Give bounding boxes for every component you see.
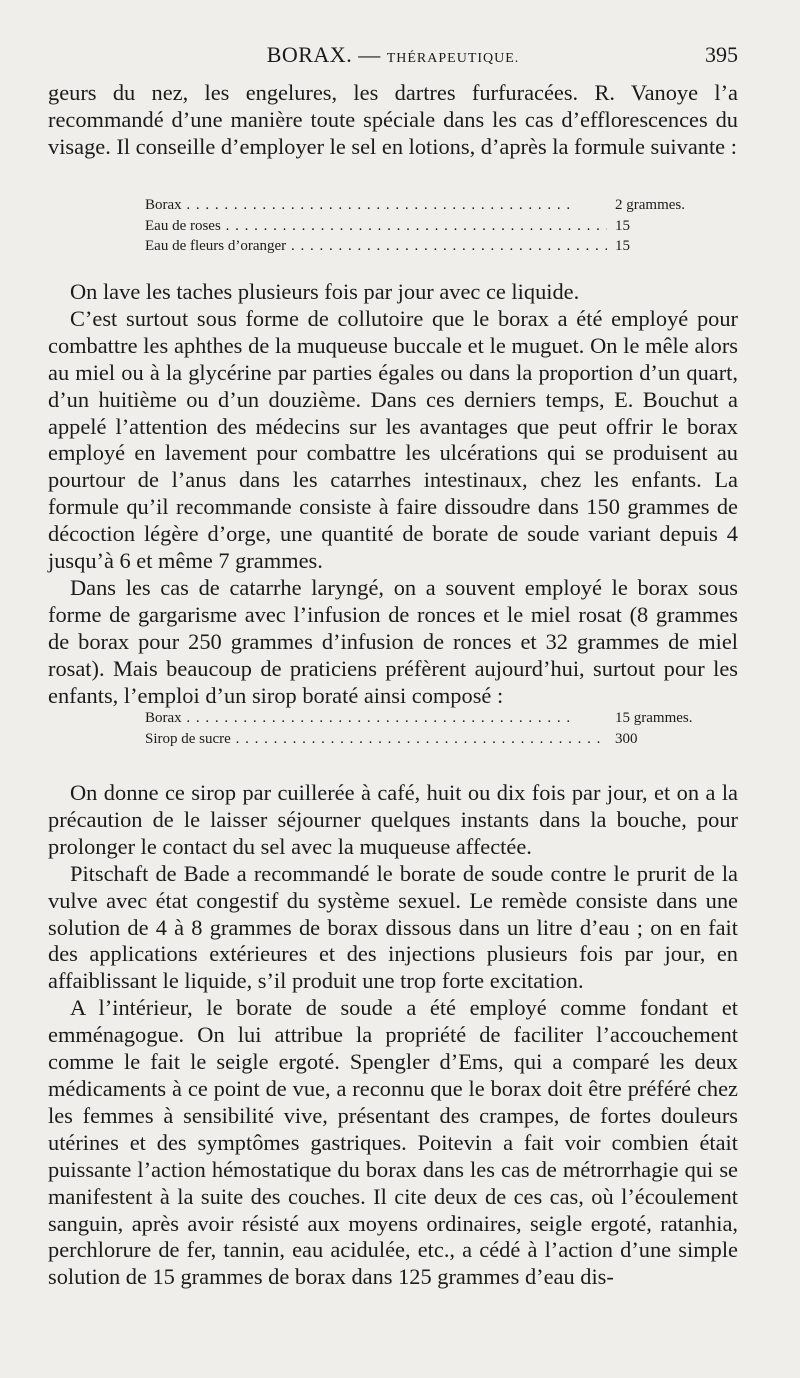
formula-sirop xyxy=(145,710,715,751)
paragraph: On donne ce sirop par cuillerée à café, huit ou dix fois par jour, et on a la précaution de le laisser séjourner quelques instants dans la bouche, pour prolonger le contact du sel avec la muqueuse affectée. xyxy=(48,780,738,859)
paragraph: A l’intérieur, le borate de soude a été employé comme fondant et emménagogue. On lui attribue la propriété de faciliter l’accouchement comme le fait le seigle ergoté. Spengler d’Ems, qui a comparé les deux médicaments à ce point de vue, a reconnu que le borax doit être préféré chez les femmes à sensibilité vive, présentant des crampes, de fortes douleurs utérines et des symptômes gastriques. Poitevin a fait voir combien était puissante l’action hémostatique du borax dans les cas de métrorrhagie qui se manifestent à la suite des couches. Il cite deux de ces cas, où l’écoulement sanguin, après avoir résisté aux moyens ordinaires, seigle ergoté, ratanhia, perchlorure de fer, tannin, eau acidulée, etc., a cédé à l’action d’une simple solution de 15 grammes de borax dans 125 grammes d’eau dis- xyxy=(48,995,738,1290)
formula-row xyxy=(145,731,715,752)
page-number: 395 xyxy=(705,42,738,67)
header-subtitle: THÉRAPEUTIQUE. xyxy=(386,51,520,66)
running-head xyxy=(48,42,738,72)
formula-row xyxy=(145,218,715,239)
paragraph: On lave les taches plusieurs fois par jour avec ce liquide. xyxy=(70,279,580,304)
paragraph: Pitschaft de Bade a recommandé le borate de soude contre le prurit de la vulve avec état congestif du système sexuel. Le remède consiste dans une solution de 4 à 8 grammes de borax dissous dans un litre d’eau ; on en fait des applications extérieures et des injections plusieurs fois par jour, en affaiblissant le liquide, s’il produit une trop forte excitation. xyxy=(48,860,738,994)
ingredient-quantity: 15 grammes. xyxy=(615,710,693,726)
formula-row xyxy=(145,238,715,259)
ingredient-quantity: 300 xyxy=(615,730,638,747)
header-title: BORAX. xyxy=(266,42,353,67)
formula-lotion xyxy=(145,197,715,259)
ingredient-name: Borax . . . xyxy=(145,197,607,214)
running-title xyxy=(48,42,738,68)
formula-row xyxy=(145,710,715,731)
paragraph: C’est surtout sous forme de collutoire que le borax a été employé pour combattre les aphthes de la muqueuse buccale et le muguet. On le mêle alors au miel ou à la glycérine par parties égales ou dans la proportion d’un quart, d’un huitième ou d’un douzième. Dans ces derniers temps, E. Bouchut a appelé l’attention des médecins sur les avantages que peut offrir le borax employé en lavement pour combattre les ulcérations qui se produisent au pourtour de l’anus dans les catarrhes intestinaux, chez les enfants. La formule qu’il recommande consiste à faire dissoudre dans 150 grammes de décoction légère d’orge, une quantité de borate de soude variant depuis 4 jusqu’à 6 et même 7 grammes. xyxy=(48,305,738,574)
formula-row xyxy=(145,197,715,218)
ingredient-name: Eau de fleurs d’oranger . . . xyxy=(145,238,607,255)
ingredient-quantity: 15 xyxy=(615,217,630,234)
ingredient-quantity: 2 grammes. xyxy=(615,197,685,213)
paragraph-1-block xyxy=(48,80,738,161)
paragraph: geurs du nez, les engelures, les dartres furfuracées. R. Vanoye l’a recommandé d’une manière toute spéciale dans les cas d’efflorescences du visage. Il conseille d’employer le sel en lotions, d’après la formule suivante : xyxy=(48,80,738,159)
ingredient-quantity: 15 xyxy=(615,238,630,254)
ingredient-name: Eau de roses . . . xyxy=(145,218,607,235)
ingredient-name: Sirop de sucre . . . xyxy=(145,731,607,748)
header-dash: — xyxy=(358,42,381,67)
lower-text-block xyxy=(48,780,738,1291)
paragraph: Dans les cas de catarrhe laryngé, on a souvent employé le borax sous forme de gargarisme avec l’infusion de ronces et le miel rosat (8 grammes de borax pour 250 grammes d’infusion de ronces et 32 grammes de miel rosat). Mais beaucoup de praticiens préfèrent aujourd’hui, surtout pour les enfants, l’emploi d’un sirop boraté ainsi composé : xyxy=(48,574,738,708)
ingredient-name: Borax . . . xyxy=(145,710,607,727)
main-text-block xyxy=(48,279,738,710)
